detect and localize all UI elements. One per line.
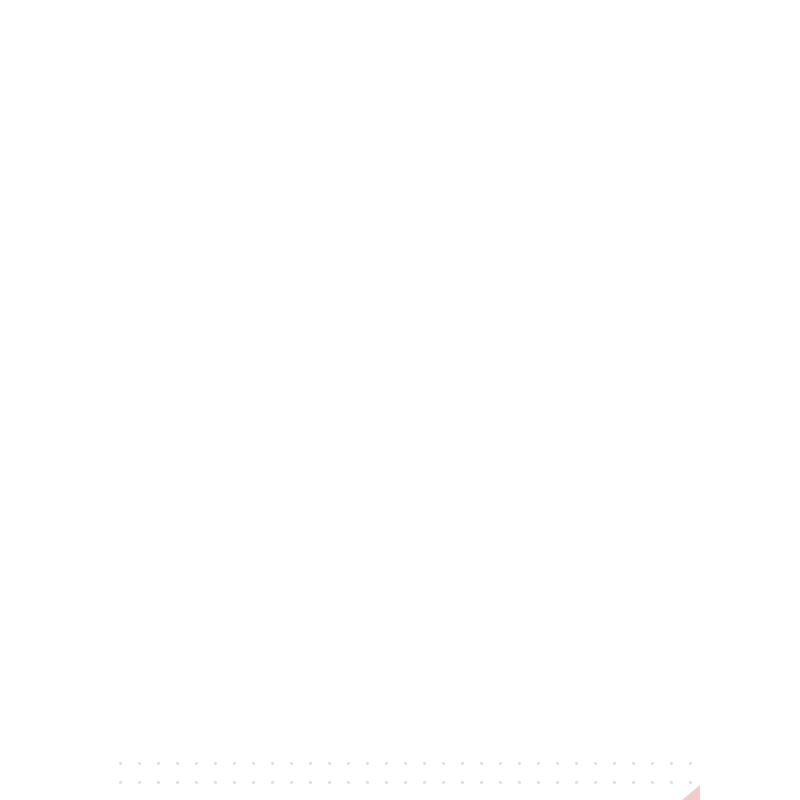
watermark-ribbon-corner [682, 785, 700, 800]
watermark-dots-pattern [103, 761, 700, 800]
